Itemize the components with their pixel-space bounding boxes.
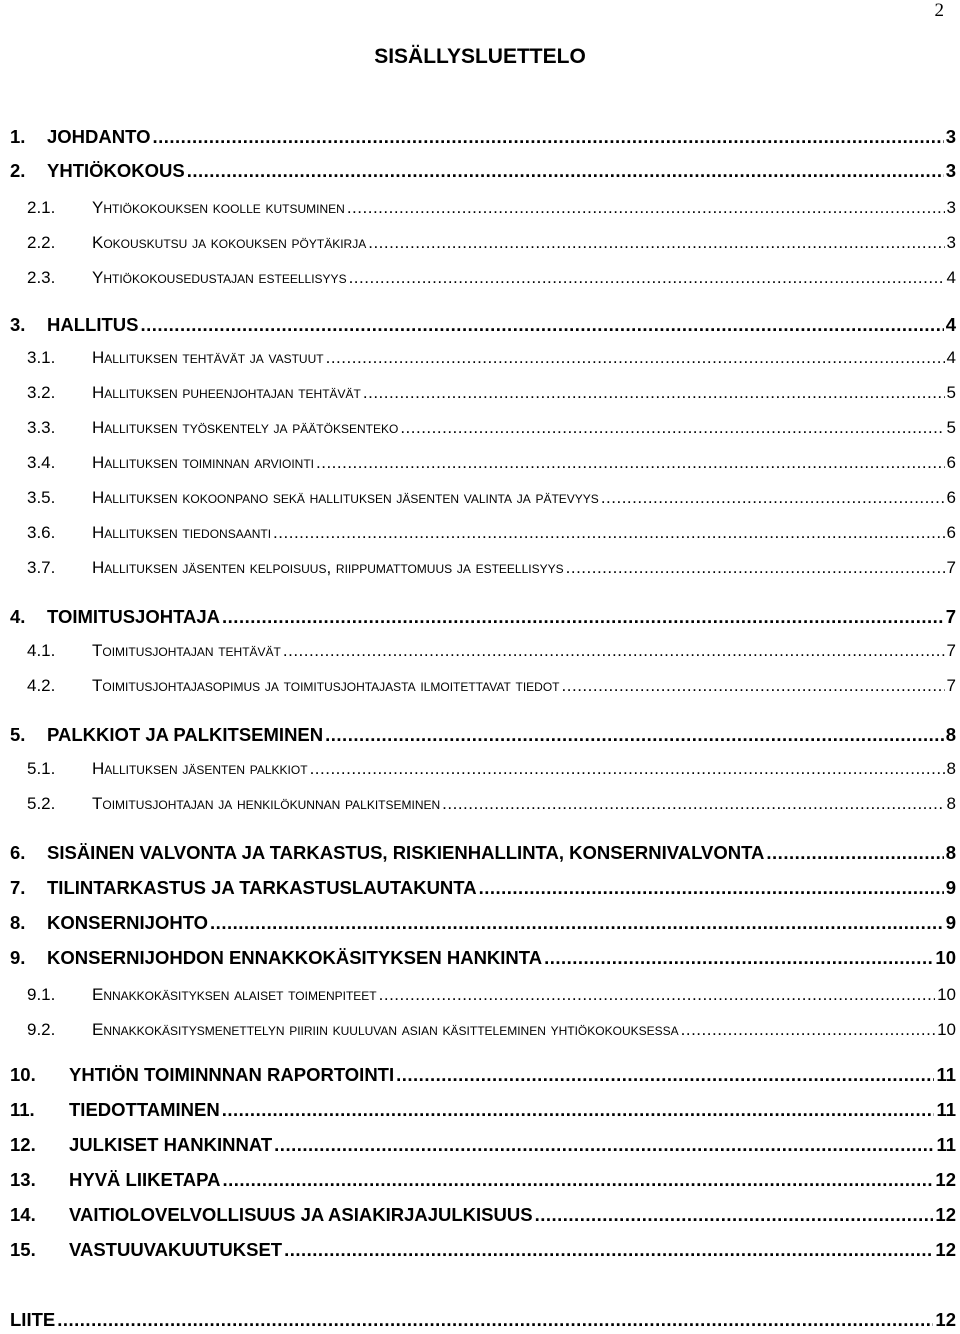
toc-entry[interactable] [10,724,956,748]
toc-entry[interactable] [10,912,956,936]
toc-entry-page: 3 [945,126,956,147]
toc-entry-number: 2.3. [27,268,56,287]
toc-entry-page: 7 [946,676,956,695]
toc-entry-number: 3.5. [27,488,56,507]
toc-entry-title: Toimitusjohtajan ja henkilökunnan palkitseminen [92,794,441,813]
toc-entry-title: PALKKIOT JA PALKITSEMINEN [47,724,324,745]
toc-entry-title: TIEDOTTAMINEN [69,1099,220,1120]
toc-entry-page: 5 [946,383,956,402]
toc-entry-page: 4 [946,268,956,287]
toc-entry[interactable] [27,198,956,222]
toc-entry-title: JOHDANTO [47,126,151,147]
dot-leader [535,1204,934,1224]
toc-entry[interactable] [10,947,956,971]
dot-leader [379,985,935,1005]
toc-entry-number: 14. [10,1204,36,1225]
toc-entry-title: VASTUUVAKUUTUKSET [69,1239,283,1260]
toc-entry-number: 3.4. [27,453,56,472]
toc-entry-title: Yhtiökokouksen koolle kutsuminen [92,198,345,217]
dot-leader [396,1064,934,1084]
toc-entry[interactable] [10,1239,956,1263]
toc-entry-title: Hallituksen tehtävät ja vastuut [92,348,324,367]
dot-leader [310,759,945,779]
dot-leader [442,794,944,814]
toc-entry-page: 5 [946,418,956,437]
toc-entry[interactable] [27,759,956,783]
toc-entry-page: 9 [945,912,956,933]
dot-leader [57,1309,933,1329]
toc-entry-title: Hallituksen tiedonsaanti [92,523,272,542]
dot-leader [284,1239,933,1259]
toc-entry[interactable] [27,985,956,1009]
toc-entry-number: 13. [10,1169,36,1190]
toc-entry-number: 9. [10,947,26,968]
dot-leader [273,523,944,543]
toc-entry-page: 8 [945,842,956,863]
dot-leader [326,348,945,368]
dot-leader [766,842,943,862]
dot-leader [363,383,945,403]
toc-entry-title: JULKISET HANKINNAT [69,1134,273,1155]
toc-entry-page: 7 [946,558,956,577]
toc-entry-title: YHTIÖKOKOUS [47,160,185,181]
toc-entry-number: 4.1. [27,641,56,660]
toc-entry-page: 3 [945,160,956,181]
toc-entry-page: 10 [937,1020,956,1039]
dot-leader [681,1020,935,1040]
toc-entry-number: 15. [10,1239,36,1260]
toc-entry-title: YHTIÖN TOIMINNNAN RAPORTOINTI [69,1064,395,1085]
toc-entry-number: 7. [10,877,26,898]
toc-entry[interactable] [10,606,956,630]
toc-entry[interactable] [10,160,956,184]
toc-entry-number: 3. [10,314,26,335]
toc-entry[interactable] [27,418,956,442]
toc-entry[interactable] [10,314,956,338]
toc-entry[interactable] [10,126,956,150]
toc-entry-page: 10 [937,985,956,1004]
dot-leader [544,947,933,967]
dot-leader [400,418,944,438]
toc-entry-title: HYVÄ LIIKETAPA [69,1169,221,1190]
dot-leader [347,198,945,218]
toc-entry[interactable] [27,558,956,582]
toc-entry-title: SISÄINEN VALVONTA JA TARKASTUS, RISKIENHALLINTA, KONSERNIVALVONTA [47,842,765,863]
toc-entry[interactable] [10,1099,956,1123]
toc-entry-number: 3.3. [27,418,56,437]
toc-entry[interactable] [10,1309,956,1333]
toc-entry[interactable] [27,268,956,292]
toc-entry-title: HALLITUS [47,314,139,335]
dot-leader [187,160,944,180]
toc-entry[interactable] [27,1020,956,1044]
toc-entry-number: 2.2. [27,233,56,252]
toc-entry-number: 2.1. [27,198,56,217]
dot-leader [562,676,945,696]
toc-entry-page: 6 [946,523,956,542]
toc-entry[interactable] [10,1064,956,1088]
toc-entry-number: 3.7. [27,558,56,577]
toc-entry[interactable] [27,453,956,477]
dot-leader [283,641,945,661]
toc-entry-title: Hallituksen puheenjohtajan tehtävät [92,383,361,402]
toc-entry-title: KONSERNIJOHDON ENNAKKOKÄSITYKSEN HANKINTA [47,947,543,968]
toc-entry-page: 3 [946,233,956,252]
toc-entry-page: 7 [945,606,956,627]
toc-entry-page: 4 [945,314,956,335]
toc-entry[interactable] [27,348,956,372]
toc-entry-page: 8 [945,724,956,745]
toc-entry[interactable] [10,842,956,866]
toc-entry[interactable] [27,641,956,665]
dot-leader [152,126,943,146]
toc-entry-number: 4.2. [27,676,56,695]
toc-entry[interactable] [10,1204,956,1228]
toc-entry[interactable] [27,794,956,818]
toc-entry-title: TILINTARKASTUS JA TARKASTUSLAUTAKUNTA [47,877,477,898]
toc-entry-number: 5.1. [27,759,56,778]
toc-entry-number: 5. [10,724,26,745]
toc-entry-page: 8 [946,759,956,778]
toc-entry-title: Hallituksen työskentely ja päätöksenteko [92,418,399,437]
toc-entry-page: 10 [935,947,956,968]
dot-leader [274,1134,934,1154]
toc-entry[interactable] [10,1169,956,1193]
toc-entry-page: 11 [936,1064,956,1085]
toc-entry-page: 11 [936,1134,956,1155]
toc-entry-page: 4 [946,348,956,367]
toc-entry-number: 12. [10,1134,36,1155]
toc-entry-title: Hallituksen kokoonpano sekä hallituksen jäsenten valinta ja pätevyys [92,488,599,507]
toc-entry-number: 3.2. [27,383,56,402]
toc-entry[interactable] [27,233,956,257]
toc-entry-page: 11 [936,1099,956,1120]
toc-entry[interactable] [27,488,956,512]
dot-leader [222,606,944,626]
toc-entry-page: 6 [946,488,956,507]
toc-entry-title: Hallituksen toiminnan arviointi [92,453,314,472]
dot-leader [601,488,945,508]
toc-entry-page: 7 [946,641,956,660]
dot-leader [222,1099,935,1119]
toc-entry-number: 9.1. [27,985,56,1004]
toc-entry-title: Kokouskutsu ja kokouksen pöytäkirja [92,233,367,252]
toc-entry-number: 10. [10,1064,36,1085]
toc-entry-number: 9.2. [27,1020,56,1039]
toc-entry-title: VAITIOLOVELVOLLISUUS JA ASIAKIRJAJULKISUUS [69,1204,533,1225]
toc-entry-page: 9 [945,877,956,898]
toc-entry-page: 12 [935,1309,956,1330]
toc-entry-number: 11. [10,1099,35,1120]
dot-leader [140,314,943,334]
toc-entry-title: Toimitusjohtajasopimus ja toimitusjohtajasta ilmoitettavat tiedot [92,676,560,695]
toc-entry[interactable] [27,383,956,407]
toc-entry-number: 2. [10,160,26,181]
toc-entry[interactable] [27,676,956,700]
toc-entry-title: TOIMITUSJOHTAJA [47,606,221,627]
toc-entry-title: Hallituksen jäsenten kelpoisuus, riippumattomuus ja esteellisyys [92,558,564,577]
toc-entry-title: Hallituksen jäsenten palkkiot [92,759,308,778]
toc-entry-number: 5.2. [27,794,56,813]
toc-entry-page: 12 [935,1169,956,1190]
dot-leader [566,558,945,578]
toc-entry-title: Ennakkokäsitysmenettelyn piiriin kuuluvan asian käsitteleminen yhtiökokouksessa [92,1020,679,1039]
toc-entry[interactable] [10,1134,956,1158]
toc-entry[interactable] [10,877,956,901]
dot-leader [349,268,945,288]
toc-entry-title: Toimitusjohtajan tehtävät [92,641,281,660]
toc-entry[interactable] [27,523,956,547]
toc-entry-title: Ennakkokäsityksen alaiset toimenpiteet [92,985,377,1004]
toc-entry-page: 6 [946,453,956,472]
toc-entry-number: 3.1. [27,348,56,367]
page-number: 2 [934,0,944,21]
toc-entry-title: LIITE [10,1309,56,1330]
toc-entry-page: 12 [935,1239,956,1260]
dot-leader [479,877,944,897]
dot-leader [316,453,945,473]
dot-leader [222,1169,933,1189]
toc-entry-number: 3.6. [27,523,56,542]
dot-leader [210,912,944,932]
toc-title: SISÄLLYSLUETTELO [374,45,586,68]
dot-leader [325,724,944,744]
toc-entry-page: 12 [935,1204,956,1225]
dot-leader [368,233,944,253]
toc-entry-number: 8. [10,912,26,933]
toc-entry-number: 1. [10,126,26,147]
toc-entry-title: KONSERNIJOHTO [47,912,209,933]
toc-entry-number: 6. [10,842,26,863]
toc-entry-page: 3 [946,198,956,217]
toc-entry-title: Yhtiökokousedustajan esteellisyys [92,268,347,287]
toc-entry-number: 4. [10,606,26,627]
toc-entry-page: 8 [946,794,956,813]
